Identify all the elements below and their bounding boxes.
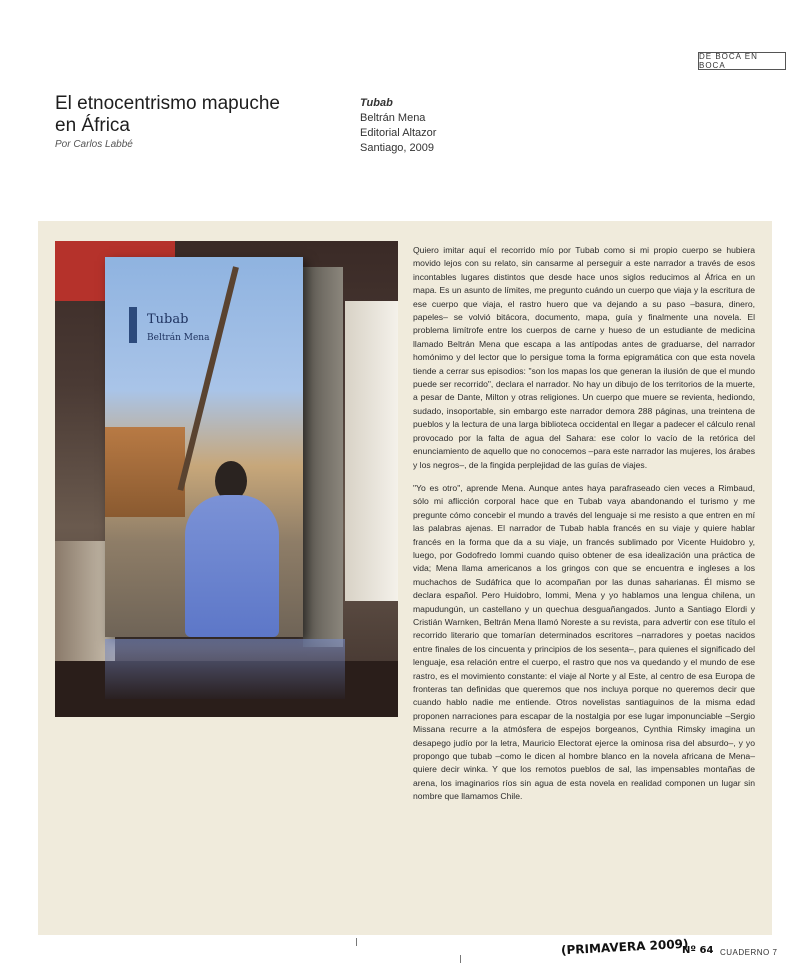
page-folio: CUADERNO 7 [720, 948, 778, 957]
book-place-year: Santiago, 2009 [360, 142, 435, 154]
publisher-logo [129, 307, 137, 343]
body-paragraph: Quiero imitar aquí el recorrido mío por Tubab como si mi propio cuerpo se hubiera movido lejos con su relato, sin cansarme al perseguir a este narrador a través de esos incontables lugares distintos que desde hace unos siglos reducimos al África en un mapa. Es un asunto de límites, me pregunto cuándo un cuerpo que viaja y la escritura de ese cuerpo que viaja, el rastro huero que va dejando a su paso –basura, dinero, papeles– se volvió bitácora, documento, mapa, guía y finalmente una novela. El problema limítrofe entre los cuerpos de carne y hueso de un estudiante de medicina llamado Beltrán Mena que escapa a las antípodas antes de graduarse, del narrador homónimo y del lector que lo persigue toma la forma epigramática con que esta novela tiende a cerrar sus episodios: "son los mapas los que generan la ilusión de que el mundo puede ser recorrido", declara el narrador. No hay un dibujo de los territorios de la muerte, a pesar de Dante, Milton y otras religiones. Un cuerpo que muere se revienta, hediondo, sudado, insoportable, sin embargo este narrador demora 288 páginas, una treintena de pueblos y la lectura de una larga biblioteca occidental en llegar a padecer el cálculo renal provocado por la falta de agua del Sahara: ese color lo vacío de la retórica del enunciamiento de aquello que no conocemos –para este narrador las mujeres, los árabes y los negros–, de la fingida perplejidad de las guías de viajes. [413, 245, 755, 470]
book-metadata [360, 96, 436, 156]
cover-figure [185, 495, 279, 637]
book-cover [105, 257, 303, 637]
cover-pole [177, 266, 238, 491]
cover-title: Tubab [147, 312, 189, 327]
book-author: Beltrán Mena [360, 112, 426, 124]
article-body [413, 244, 755, 804]
cover-author: Beltrán Mena [147, 333, 210, 343]
book-publisher: Editorial Altazor [360, 127, 437, 139]
section-tag: DE BOCA EN BOCA [698, 52, 786, 70]
book-cover-photo [55, 241, 398, 717]
article-byline: Por Carlos Labbé [55, 139, 133, 150]
photo-background-stack [345, 301, 398, 601]
body-paragraph: "Yo es otro", aprende Mena. Aunque antes haya parafraseado cien veces a Rimbaud, sólo mi aflicción corporal hace que en Tubab vaya abandonando el turismo y me pregunte cómo concebir el mundo a través del lenguaje si me resisto a que entren en mí las palabras ajenas. El narrador de Tubab habla francés en su viaje y quiere hablar francés en la forma que da a su viaje, un francés sublimado por Vicente Huidobro y, luego, por Godofredo Iommi cuando quiso obtener de esa idealización una práctica de vida; Mena llama americanos a los gringos con que se encuentra e ingleses a los muchachos de Sudáfrica que lo acompañan por las dunas saharianas. Él mismo se declara español. Pero Huidobro, Iommi, Mena y yo hablamos una lengua chilena, un mapudungún, un castellano y un quechua desguañangados. Junto a Santiago Elordi y Cristián Warnken, Beltrán Mena llamó Noreste a su revista, para advertir con ese título el recorrido literario que tomarían determinados escritores –narradores y poetas nacidos entre finales de los cincuenta y principios de los sesenta–, para quienes el significado del lenguaje, esa relación entre el cuerpo, el rastro que nos va quedando y el mundo de ese rastro, es el movimiento constante: el viaje al Norte y al Este, al centro de esa Europa de fronteras tan definidas que queremos que nos incluya porque no queremos decir que cuando hablo nadie me entiende. Otros novelistas santiaguinos de la misma edad proponen narraciones para escapar de la nostalgia por ese lugar imponunciable –Sergio Missana recurre a la atmósfera de espejos borgeanos, Cynthia Rimsky imagina un desapego judío por la letra, Mauricio Electorat ejerce la ominosa risa del absurdo–, y yo propongo que tubab –como le dicen al hombre blanco en la novela africana de Mena– quiere decir winka. Y que los remotos pueblos de sal, las impensables montañas de arena, los imaginarios ríos sin agua de esta novela en realidad componen un lugar sin nombre que llamamos Chile. [413, 482, 755, 802]
book-spine [303, 267, 343, 647]
book-reflection [105, 639, 345, 699]
handwritten-note: (PRIMAVERA 2009) [560, 936, 689, 958]
cover-buildings [105, 427, 185, 517]
article-title: El etnocentrismo mapuche en África [55, 93, 280, 136]
book-title: Tubab [360, 97, 393, 109]
handwritten-issue: Nº 64 [682, 945, 714, 956]
divider [356, 938, 357, 946]
divider [460, 955, 461, 963]
